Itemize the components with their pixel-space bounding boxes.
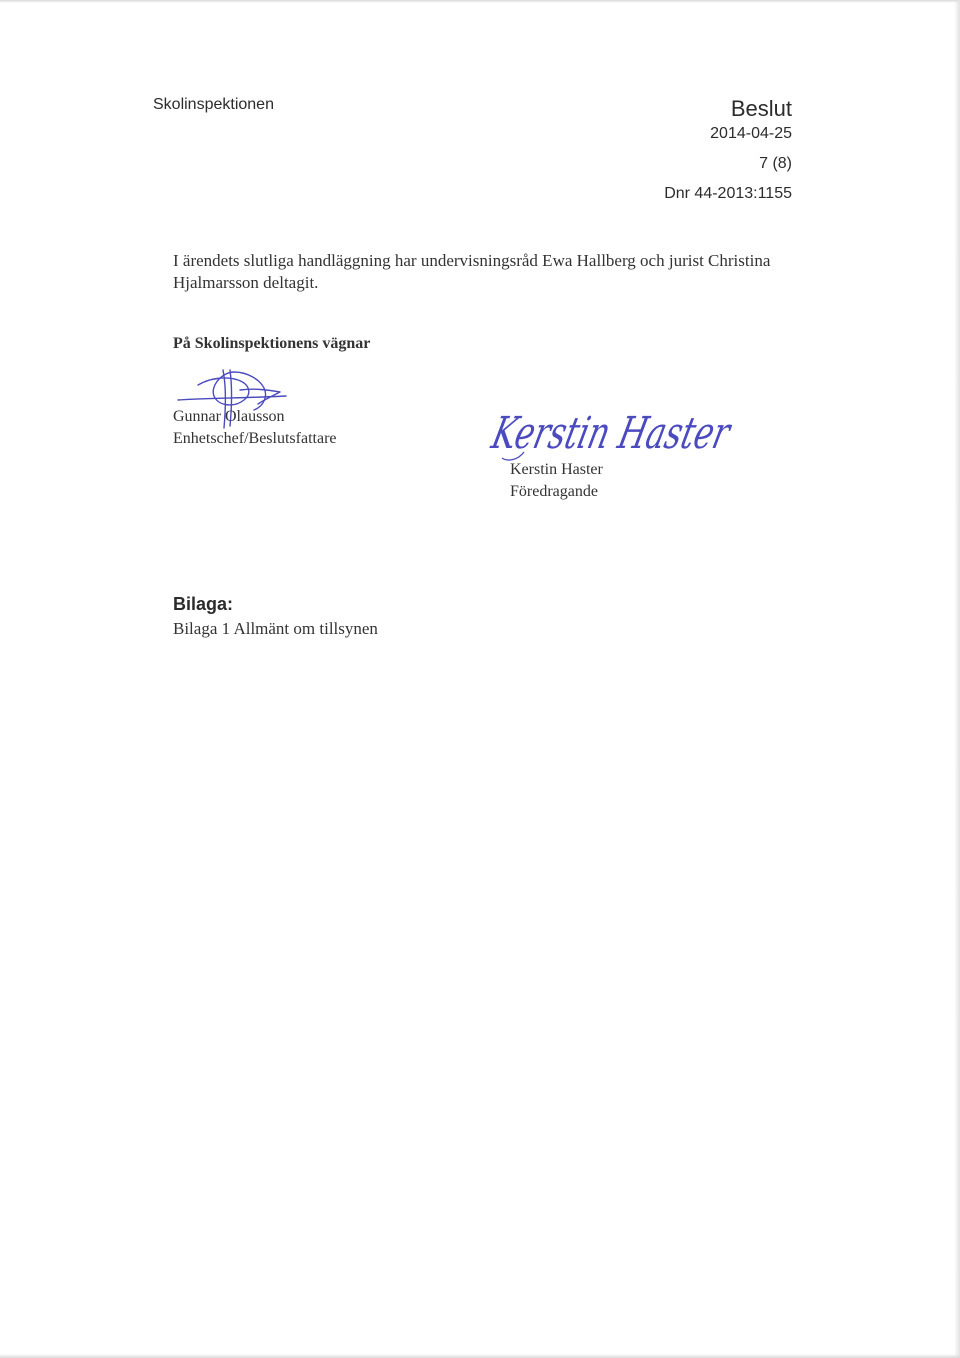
signer-left (173, 406, 337, 450)
signer-left-title: Enhetschef/Beslutsfattare (173, 430, 337, 447)
on-behalf-line: På Skolinspektionens vägnar (173, 335, 371, 352)
signer-left-name: Gunnar Olausson (173, 408, 285, 425)
page-number: 7 (8) (759, 155, 792, 172)
signer-right (510, 459, 603, 503)
signer-right-title: Föredragande (510, 483, 598, 500)
body-paragraph: I ärendets slutliga handläggning har undervisningsråd Ewa Hallberg och jurist Christina Hjalmarsson deltagit. (173, 251, 771, 292)
document-meta (664, 96, 792, 204)
scan-edge-bottom (0, 1354, 960, 1358)
organization-name: Skolinspektionen (153, 96, 274, 113)
scan-edge-right (954, 0, 960, 1358)
signature-right-handwriting: Kerstin Haster (487, 408, 735, 460)
reference-number: Dnr 44-2013:1155 (664, 185, 792, 202)
attachment-item: Bilaga 1 Allmänt om tillsynen (173, 619, 378, 638)
signer-right-name: Kerstin Haster (510, 461, 603, 478)
document-type: Beslut (730, 96, 792, 121)
scan-edge-top (0, 0, 960, 3)
document-date: 2014-04-25 (710, 125, 792, 142)
attachments-heading: Bilaga: (173, 594, 234, 614)
